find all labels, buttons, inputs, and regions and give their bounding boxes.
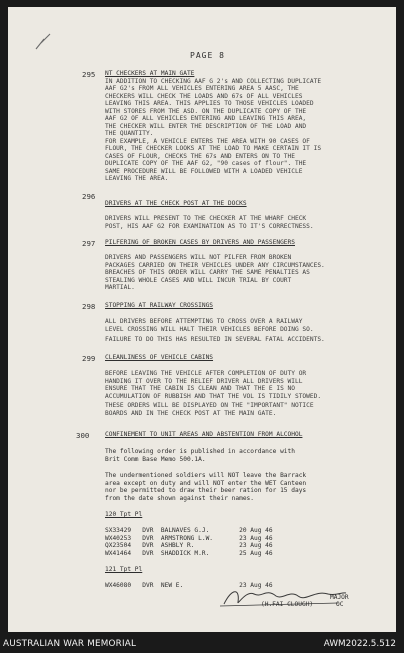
section-heading: CONFINEMENT TO UNIT AREAS AND ABSTENTION FROM ALCOHOL <box>105 431 303 438</box>
text-line: LEAVING THE AREA. <box>105 175 169 182</box>
section-number: 296 <box>82 192 96 201</box>
text-line: CHECKERS WILL CHECK THE LOADS AND 67s OF ALL VEHICLES <box>105 92 303 100</box>
section-number: 295 <box>82 70 96 79</box>
archive-name: AUSTRALIAN WAR MEMORIAL <box>3 639 137 649</box>
signatory-role: OC <box>336 601 344 608</box>
text-line: THE CHECKER WILL ENTER THE DESCRIPTION OF THE LOAD AND <box>105 122 307 130</box>
text-line: DUPLICATE COPY OF THE AAF G2, "90 cases of flour". THE <box>105 160 307 167</box>
soldier-row: WX40253 DVR ARMSTRONG L.W. 23 Aug 46 <box>105 534 273 542</box>
text-line: THESE ORDERS WILL BE DISPLAYED ON THE "IMPORTANT" NOTICE <box>105 402 314 409</box>
text-line: Brit Comm Base Memo 500.1A. <box>105 455 206 463</box>
text-line: CASES OF FLOUR, CHECKS THE 67s AND ENTERS ON TO THE <box>105 152 295 160</box>
text-line: FLOUR, THE CHECKER LOOKS AT THE LOAD TO MAKE CERTAIN IT IS <box>105 145 322 152</box>
soldier-row: WX41464 DVR SHADDICK M.R. 25 Aug 46 <box>105 549 273 557</box>
text-line: BEFORE LEAVING THE VEHICLE AFTER COMPLETION OF DUTY OR <box>105 370 307 377</box>
text-line: ALL DRIVERS BEFORE ATTEMPTING TO CROSS OVER A RAILWAY <box>105 318 303 325</box>
section-heading: NT CHECKERS AT MAIN GATE <box>105 70 195 77</box>
section-heading: PILFERING OF BROKEN CASES BY DRIVERS AND PASSENGERS <box>105 239 295 246</box>
text-line: STEALING WHOLE CASES AND WILL INCUR TRIAL BY COURT <box>105 276 292 284</box>
text-line: area except on duty and will NOT enter the WET Canteen <box>105 479 307 487</box>
text-line: SAME PROCEDURE WILL BE FOLLOWED WITH A LOADED VEHICLE <box>105 167 303 175</box>
pen-mark-icon <box>32 29 56 53</box>
section-heading: STOPPING AT RAILWAY CROSSINGS <box>105 302 214 309</box>
platoon-heading: 121 Tpt Pl <box>105 566 143 573</box>
text-line: WITH STORES FROM THE ASD. ON THE DUPLICATE COPY OF THE <box>105 107 307 115</box>
signatory-name: (H.FAI CLOUGH) <box>261 601 314 608</box>
text-line: POST, HIS AAF G2 FOR EXAMINATION AS TO IT'S CORRECTNESS. <box>105 222 314 230</box>
section-number: 299 <box>82 354 96 363</box>
platoon-heading: 120 Tpt Pl <box>105 511 143 518</box>
text-line: ACCUMULATION OF RUBBISH AND THAT THE VOL IS TIDILY STOWED. <box>105 392 322 400</box>
archive-footer <box>0 637 404 653</box>
text-line: FAILURE TO DO THIS HAS RESULTED IN SEVERAL FATAL ACCIDENTS. <box>105 336 325 343</box>
text-line: The undermentioned soldiers will NOT leave the Barrack <box>105 472 307 479</box>
text-line: AAF G2 OF ALL VEHICLES ENTERING AND LEAVING THIS AREA, <box>105 115 307 122</box>
text-line: DRIVERS AND PASSENGERS WILL NOT PILFER FROM BROKEN <box>105 254 292 261</box>
text-line: AAF G2's FROM ALL VEHICLES ENTERING AREA 5 AASC, THE <box>105 85 299 92</box>
section-heading: DRIVERS AT THE CHECK POST AT THE DOCKS <box>105 200 247 207</box>
text-line: ENSURE THAT THE CABIN IS CLEAN AND THAT THE E IS NO <box>105 385 295 392</box>
text-line: BOARDS AND IN THE CHECK POST AT THE MAIN GATE. <box>105 409 277 417</box>
text-line: DRIVERS WILL PRESENT TO THE CHECKER AT THE WHARF CHECK <box>105 215 307 222</box>
signatory-rank: MAJOR <box>330 594 349 601</box>
soldier-row: SX33429 DVR BALNAVES G.J. 20 Aug 46 <box>105 527 273 534</box>
archive-reference: AWM2022.5.512 <box>323 639 396 649</box>
text-line: FOR EXAMPLE, A VEHICLE ENTERS THE AREA WITH 90 CASES OF <box>105 137 310 145</box>
section-number: 297 <box>82 239 96 248</box>
section-heading: CLEANLINESS OF VEHICLE CABINS <box>105 354 214 361</box>
section-number: 298 <box>82 302 96 311</box>
text-line: THE QUANTITY. <box>105 130 154 137</box>
section-number: 300 <box>76 431 90 440</box>
soldier-row: QX23504 DVR ASHBLY R. 23 Aug 46 <box>105 542 273 549</box>
page-title: PAGE 8 <box>190 51 225 60</box>
text-line: LEVEL CROSSING WILL HALT THEIR VEHICLES BEFORE DOING SO. <box>105 325 314 333</box>
text-line: LEAVING THIS AREA. THIS APPLIES TO THOSE VEHICLES LOADED <box>105 100 314 107</box>
text-line: nor be permitted to draw their beer ration for 15 days <box>105 487 307 494</box>
text-line: IN ADDITION TO CHECKING AAF G 2's AND COLLECTING DUPLICATE <box>105 77 322 85</box>
text-line: from the date shown against their names. <box>105 494 255 502</box>
soldier-row: WX46080 DVR NEW E. 23 Aug 46 <box>105 582 273 589</box>
text-line: BREACHES OF THIS ORDER WILL CARRY THE SAME PENALTIES AS <box>105 269 310 276</box>
text-line: The following order is published in accordance with <box>105 448 295 455</box>
text-line: HANDING IT OVER TO THE RELIEF DRIVER ALL DRIVERS WILL <box>105 377 303 385</box>
text-line: MARTIAL. <box>105 284 135 291</box>
text-line: PACKAGES CARRIED ON THEIR VEHICLES UNDER ANY CIRCUMSTANCES. <box>105 261 325 269</box>
document-page <box>8 7 396 632</box>
